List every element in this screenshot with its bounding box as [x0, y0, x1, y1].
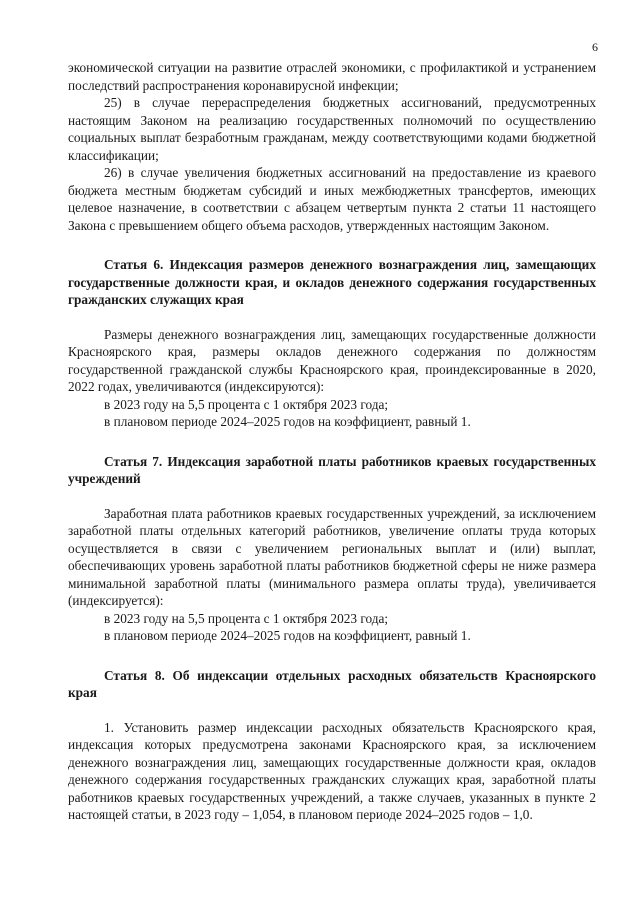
item-25: 25) в случае перераспределения бюджетных ассигнований, предусмотренных настоящим Законом на реализацию государственных полномочий по осуществлению социальных выплат безработным гражданам, между соответствующими кодами бюджетной классификации; [68, 95, 596, 163]
page-number: 6 [592, 40, 598, 54]
article-7-heading: Статья 7. Индексация заработной платы работников краевых государственных учреждений [68, 453, 596, 486]
article-6-line-2023: в 2023 году на 5,5 процента с 1 октября 2023 года; [104, 396, 389, 412]
article-6-heading: Статья 6. Индексация размеров денежного вознаграждения лиц, замещающих государственные должности края, и окладов денежного содержания государственных гражданских служащих края [68, 257, 596, 307]
article-6-paragraph: Размеры денежного вознаграждения лиц, замещающих государственные должности Красноярского края, размеры окладов денежного содержания по должностям государственной гражданской службы Красноярского края, проиндексированные в 2020, 2022 годах, увеличиваются (индексируются): [68, 326, 596, 394]
article-7-line-2023: в 2023 году на 5,5 процента с 1 октября 2023 года; [104, 610, 389, 626]
article-7-line-plan: в плановом периоде 2024–2025 годов на коэффициент, равный 1. [104, 628, 471, 643]
article-7-paragraph: Заработная плата работников краевых государственных учреждений, за исключением заработной платы отдельных категорий работников, увеличение оплаты труда которых осуществляется в связи с увеличением региональных выплат и (или) выплат, обеспечивающих уровень заработной платы работников бюджетной сферы не ниже размера минимальной заработной платы (минимального размера оплаты труда), увеличивается (индексируется): [68, 505, 596, 608]
article-8-heading: Статья 8. Об индексации отдельных расходных обязательств Красноярского края [68, 667, 596, 700]
item-26: 26) в случае увеличения бюджетных ассигнований на предоставление из краевого бюджета местным бюджетам субсидий и иных межбюджетных трансфертов, имеющих целевое назначение, в соответствии с абзацем четвертым пункта 2 статьи 11 настоящего Закона с превышением общего объема расходов, утвержденных настоящим Законом. [68, 165, 596, 233]
document-body [68, 59, 596, 824]
article-8-paragraph: 1. Установить размер индексации расходных обязательств Красноярского края, индексация которых предусмотрена законами Красноярского края, за исключением денежного вознаграждения лиц, замещающих государственные должности края, окладов денежного содержания государственных гражданских служащих края, заработной платы работников краевых государственных учреждений, а также случаев, указанных в пункте 2 настоящей статьи, в 2023 году – 1,054, в плановом периоде 2024–2025 годов – 1,0. [68, 719, 596, 822]
intro-continuation: экономической ситуации на развитие отраслей экономики, с профилактикой и устранением последствий распространения коронавирусной инфекции; [68, 60, 596, 93]
article-6-line-plan: в плановом периоде 2024–2025 годов на коэффициент, равный 1. [104, 414, 471, 429]
